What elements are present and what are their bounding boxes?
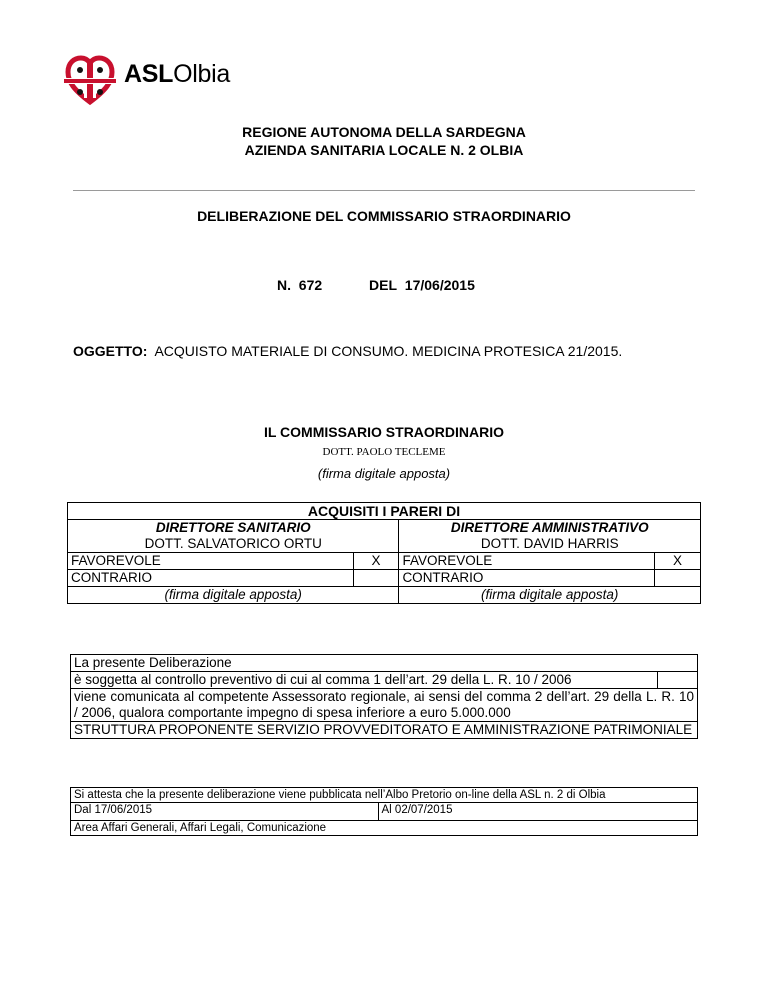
header-line-1: REGIONE AUTONOMA DELLA SARDEGNA (242, 124, 526, 140)
pubblicazione-area: Area Affari Generali, Affari Legali, Comunicazione (71, 821, 698, 836)
right-favorevole: FAVOREVOLE (399, 553, 655, 570)
number-value: 672 (298, 277, 323, 293)
left-contrario-mark (353, 570, 399, 587)
controllo-row-2: è soggetta al controllo preventivo di cui al comma 1 dell’art. 29 della L. R. 10 / 2006 (71, 672, 658, 689)
right-name: DOTT. DAVID HARRIS (399, 536, 701, 553)
pubblicazione-row-1: Si attesta che la presente deliberazione viene pubblicata nell’Albo Pretorio on-line della ASL n. 2 di Olbia (71, 788, 698, 803)
controllo-row-2-mark (658, 672, 698, 689)
pareri-heading: ACQUISITI I PARERI DI (68, 503, 701, 520)
oggetto-label: OGGETTO: (73, 343, 148, 359)
date-label: DEL (369, 277, 397, 293)
commissario-name: DOTT. PAOLO TECLEME (322, 446, 446, 458)
left-favorevole: FAVOREVOLE (68, 553, 354, 570)
left-signature: (firma digitale apposta) (68, 587, 399, 604)
controllo-row-4: STRUTTURA PROPONENTE SERVIZIO PROVVEDITORATO E AMMINISTRAZIONE PATRIMONIALE (71, 722, 698, 739)
right-signature: (firma digitale apposta) (399, 587, 701, 604)
deliberation-number (277, 277, 322, 293)
deliberation-date (369, 277, 475, 293)
pubblicazione-al: Al 02/07/2015 (378, 803, 698, 821)
oggetto-text: ACQUISTO MATERIALE DI CONSUMO. MEDICINA PROTESICA 21/2015. (154, 343, 623, 359)
controllo-row-1: La presente Deliberazione (71, 655, 698, 672)
logo-brand-rest: Olbia (173, 60, 230, 88)
right-role: DIRETTORE AMMINISTRATIVO (399, 520, 701, 537)
commissario-signature: (firma digitale apposta) (317, 466, 451, 481)
controllo-table (70, 654, 698, 739)
header-line-2: AZIENDA SANITARIA LOCALE N. 2 OLBIA (244, 142, 524, 158)
controllo-row-3: viene comunicata al competente Assessorato regionale, ai sensi del comma 2 dell’art. 29 della L. R. 10 / 2006, qualora comportante impegno di spesa inferiore a euro 5.000.000 (71, 689, 698, 722)
divider (73, 190, 695, 191)
logo-brand-bold: ASL (124, 60, 174, 88)
left-contrario: CONTRARIO (68, 570, 354, 587)
date-value: 17/06/2015 (404, 277, 475, 293)
document-title: DELIBERAZIONE DEL COMMISSARIO STRAORDINARIO (197, 208, 571, 224)
right-favorevole-mark: X (655, 553, 701, 570)
right-contrario-mark (655, 570, 701, 587)
left-favorevole-mark: X (353, 553, 399, 570)
number-label: N. (277, 277, 291, 293)
left-name: DOTT. SALVATORICO ORTU (68, 536, 399, 553)
oggetto (73, 343, 622, 359)
pubblicazione-table (70, 787, 698, 836)
logo-wordmark (124, 60, 230, 89)
left-role: DIRETTORE SANITARIO (68, 520, 399, 537)
asl-olbia-logo (60, 50, 120, 110)
pubblicazione-dal: Dal 17/06/2015 (71, 803, 379, 821)
commissario-title: IL COMMISSARIO STRAORDINARIO (263, 424, 505, 440)
pareri-table (67, 502, 701, 604)
right-contrario: CONTRARIO (399, 570, 655, 587)
